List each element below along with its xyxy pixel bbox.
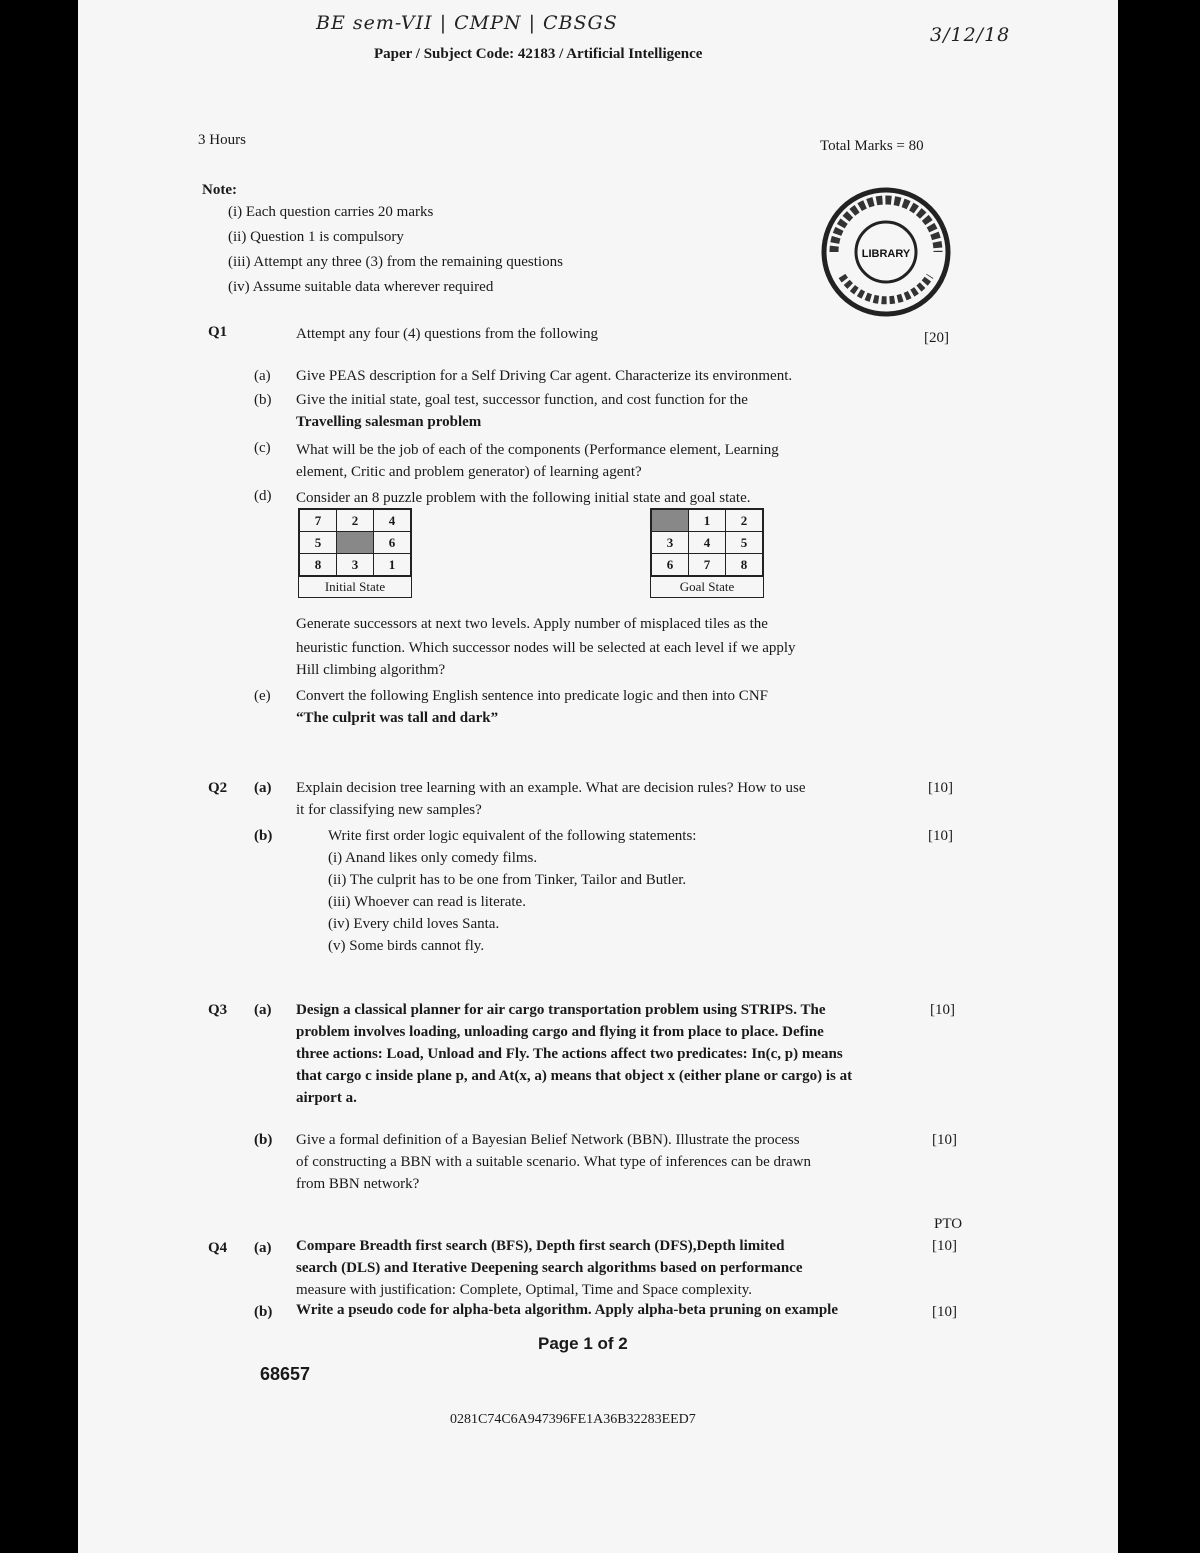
puzzle-cell: 4 xyxy=(689,532,726,554)
q3a-text: airport a. xyxy=(296,1090,357,1106)
duration: 3 Hours xyxy=(198,132,246,148)
q4b-label: (b) xyxy=(254,1304,273,1320)
q2b-label: (b) xyxy=(254,828,273,844)
q4a-text: measure with justification: Complete, Optimal, Time and Space complexity. xyxy=(296,1282,753,1298)
q1b-label: (b) xyxy=(254,392,272,408)
initial-state-grid xyxy=(298,508,412,598)
q2a-text: Explain decision tree learning with an example. What are decision rules? How to use xyxy=(296,780,806,796)
q1-number: Q1 xyxy=(208,324,228,340)
note-item: (i) Each question carries 20 marks xyxy=(228,204,434,220)
puzzle-cell: 7 xyxy=(300,510,337,532)
puzzle-cell: 4 xyxy=(374,510,411,532)
pto-label: PTO xyxy=(934,1216,963,1232)
note-item: (iv) Assume suitable data wherever required xyxy=(228,279,494,295)
puzzle-cell: 3 xyxy=(652,532,689,554)
handwritten-date: 3/12/18 xyxy=(930,24,1011,46)
stamp-text: LIBRARY xyxy=(861,248,911,260)
q3a-label: (a) xyxy=(254,1002,272,1018)
note-item: (ii) Question 1 is compulsory xyxy=(228,229,404,245)
handwritten-course: BE sem-VII | CMPN | CBSGS xyxy=(316,12,618,34)
q2a-marks: [10] xyxy=(928,780,953,796)
q1-marks: [20] xyxy=(924,330,949,346)
q1e-label: (e) xyxy=(254,688,271,704)
q3b-label: (b) xyxy=(254,1132,273,1148)
q1-instruction: Attempt any four (4) questions from the following xyxy=(296,326,599,342)
q3b-marks: [10] xyxy=(932,1132,957,1148)
puzzle-cell: 1 xyxy=(689,510,726,532)
q2a-text: it for classifying new samples? xyxy=(296,802,482,818)
q2b-item: (iii) Whoever can read is literate. xyxy=(328,894,526,910)
q2b-item: (v) Some birds cannot fly. xyxy=(328,938,485,954)
q2b-text: Write first order logic equivalent of the following statements: xyxy=(328,828,697,844)
q4b-marks: [10] xyxy=(932,1304,957,1320)
q3a-text: that cargo c inside plane p, and At(x, a) means that object x (either plane or cargo) is at xyxy=(296,1068,853,1084)
q4b-text: Write a pseudo code for alpha-beta algorithm. Apply alpha-beta pruning on example xyxy=(296,1302,838,1318)
q1a-text: Give PEAS description for a Self Driving Car agent. Characterize its environment. xyxy=(296,368,793,384)
q3b-text: of constructing a BBN with a suitable scenario. What type of inferences can be drawn xyxy=(296,1154,811,1170)
paper-number: 68657 xyxy=(260,1364,311,1384)
q3a-text: three actions: Load, Unload and Fly. The actions affect two predicates: In(c, p) means xyxy=(296,1046,843,1062)
q3-number: Q3 xyxy=(208,1002,228,1018)
goal-state-grid xyxy=(650,508,764,598)
q2-number: Q2 xyxy=(208,780,228,796)
note-item: (iii) Attempt any three (3) from the remaining questions xyxy=(228,254,563,270)
q1b-text: Give the initial state, goal test, successor function, and cost function for the xyxy=(296,392,748,408)
total-marks: Total Marks = 80 xyxy=(820,138,924,154)
q2b-marks: [10] xyxy=(928,828,953,844)
q2b-item: (i) Anand likes only comedy films. xyxy=(328,850,538,866)
q3b-text: Give a formal definition of a Bayesian Belief Network (BBN). Illustrate the process xyxy=(296,1132,800,1148)
page-number: Page 1 of 2 xyxy=(538,1334,628,1353)
q4a-label: (a) xyxy=(254,1240,272,1256)
q1c-text: What will be the job of each of the components (Performance element, Learning xyxy=(296,442,779,458)
q4-number: Q4 xyxy=(208,1240,228,1256)
q3b-text: from BBN network? xyxy=(296,1176,420,1192)
q1d-text: Generate successors at next two levels. Apply number of misplaced tiles as the xyxy=(296,616,768,632)
library-stamp-icon xyxy=(820,186,952,318)
q2b-item: (ii) The culprit has to be one from Tinker, Tailor and Butler. xyxy=(328,872,687,888)
puzzle-cell: 6 xyxy=(652,554,689,576)
puzzle-cell: 5 xyxy=(300,532,337,554)
q3a-text: problem involves loading, unloading cargo and flying it from place to place. Define xyxy=(296,1024,824,1040)
q1d-text: Consider an 8 puzzle problem with the following initial state and goal state. xyxy=(296,490,751,506)
puzzle-cell: 8 xyxy=(300,554,337,576)
exam-paper xyxy=(78,0,1118,1553)
q4a-marks: [10] xyxy=(932,1238,957,1254)
q1e-text: Convert the following English sentence into predicate logic and then into CNF xyxy=(296,688,768,704)
q1d-text: heuristic function. Which successor nodes will be selected at each level if we apply xyxy=(296,640,796,656)
puzzle-cell: 8 xyxy=(726,554,763,576)
q1c-label: (c) xyxy=(254,440,271,456)
q4a-text: Compare Breadth first search (BFS), Depth first search (DFS),Depth limited xyxy=(296,1238,785,1254)
initial-state-caption: Initial State xyxy=(299,576,411,597)
q4a-text: search (DLS) and Iterative Deepening search algorithms based on performance xyxy=(296,1260,803,1276)
q3a-text: Design a classical planner for air cargo transportation problem using STRIPS. The xyxy=(296,1002,826,1018)
q1a-label: (a) xyxy=(254,368,271,384)
puzzle-cell: 2 xyxy=(726,510,763,532)
q2a-label: (a) xyxy=(254,780,272,796)
q1b-text-bold: Travelling salesman problem xyxy=(296,414,482,430)
q1d-label: (d) xyxy=(254,488,272,504)
q1e-quote: “The culprit was tall and dark” xyxy=(296,710,499,726)
puzzle-cell: 3 xyxy=(337,554,374,576)
blank-cell xyxy=(337,532,374,554)
puzzle-cell: 7 xyxy=(689,554,726,576)
q1c-text: element, Critic and problem generator) of learning agent? xyxy=(296,464,642,480)
q3a-marks: [10] xyxy=(930,1002,955,1018)
puzzle-cell: 5 xyxy=(726,532,763,554)
puzzle-cell: 2 xyxy=(337,510,374,532)
goal-state-caption: Goal State xyxy=(651,576,763,597)
puzzle-cell: 6 xyxy=(374,532,411,554)
notes-title: Note: xyxy=(202,182,237,198)
document-hash: 0281C74C6A947396FE1A36B32283EED7 xyxy=(450,1412,696,1427)
puzzle-cell: 1 xyxy=(374,554,411,576)
q2b-item: (iv) Every child loves Santa. xyxy=(328,916,500,932)
subject-line: Paper / Subject Code: 42183 / Artificial Intelligence xyxy=(374,46,703,62)
blank-cell xyxy=(652,510,689,532)
q1d-text: Hill climbing algorithm? xyxy=(296,662,446,678)
